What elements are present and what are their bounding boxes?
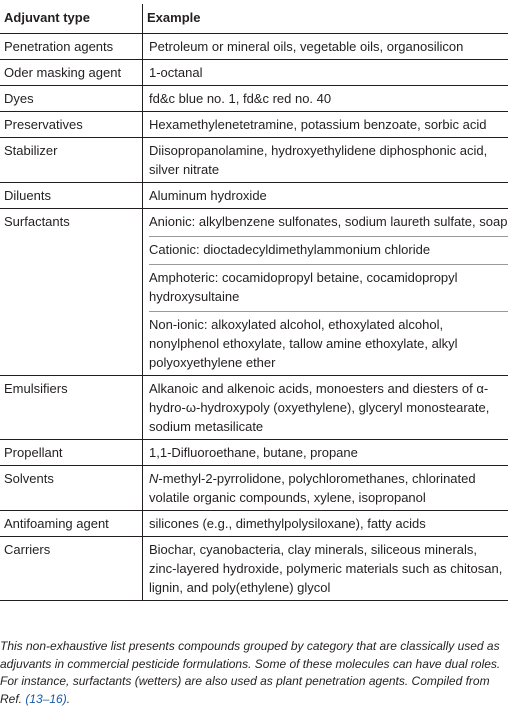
example-subrow: Cationic: dioctadecyldimethylammonium chloride xyxy=(149,237,508,265)
table-row xyxy=(0,183,508,209)
example-cell: Diisopropanolamine, hydroxyethylidene diphosphonic acid, silver nitrate xyxy=(143,138,508,183)
table-header-row xyxy=(0,4,508,34)
table-row xyxy=(0,86,508,112)
example-cell xyxy=(143,209,508,376)
table-row xyxy=(0,376,508,440)
example-cell: Petroleum or mineral oils, vegetable oils, organosilicon xyxy=(143,34,508,60)
footnote-end: . xyxy=(66,691,71,706)
adjuvant-type-cell: Solvents xyxy=(0,466,143,511)
adjuvant-type-cell: Surfactants xyxy=(0,209,143,376)
example-italic-prefix: N xyxy=(149,471,159,486)
adjuvant-type-cell: Penetration agents xyxy=(0,34,143,60)
table-body xyxy=(0,34,508,601)
adjuvant-type-cell: Carriers xyxy=(0,537,143,601)
example-cell: Biochar, cyanobacteria, clay minerals, siliceous minerals, zinc-layered hydroxide, polymeric materials such as chitosan, lignin, and poly(ethylene) glycol xyxy=(143,537,508,601)
header-example: Example xyxy=(143,4,508,34)
adjuvant-type-cell: Diluents xyxy=(0,183,143,209)
table-row xyxy=(0,112,508,138)
table-row xyxy=(0,466,508,511)
adjuvant-type-cell: Emulsifiers xyxy=(0,376,143,440)
table-row xyxy=(0,34,508,60)
adjuvant-type-cell: Dyes xyxy=(0,86,143,112)
table-row xyxy=(0,60,508,86)
example-cell: Hexamethylenetetramine, potassium benzoate, sorbic acid xyxy=(143,112,508,138)
table-row xyxy=(0,511,508,537)
adjuvant-type-cell: Propellant xyxy=(0,440,143,466)
example-cell: 1-octanal xyxy=(143,60,508,86)
example-subrow: Amphoteric: cocamidopropyl betaine, cocamidopropyl hydroxysultaine xyxy=(149,265,508,312)
example-cell: Alkanoic and alkenoic acids, monoesters and diesters of α-hydro-ω-hydroxypoly (oxyethylene), glyceryl monostearate, sodium metasilicate xyxy=(143,376,508,440)
example-cell: Aluminum hydroxide xyxy=(143,183,508,209)
adjuvant-type-cell: Stabilizer xyxy=(0,138,143,183)
example-cell xyxy=(143,466,508,511)
adjuvant-type-cell: Antifoaming agent xyxy=(0,511,143,537)
table-footnote xyxy=(0,638,502,708)
example-text: -methyl-2-pyrrolidone, polychloromethanes, chlorinated volatile organic compounds, xylene, isopropanol xyxy=(149,471,476,505)
table-row xyxy=(0,138,508,183)
adjuvant-table xyxy=(0,4,508,601)
example-cell: silicones (e.g., dimethylpolysiloxane), fatty acids xyxy=(143,511,508,537)
example-subrow: Non-ionic: alkoxylated alcohol, ethoxylated alcohol, nonylphenol ethoxylate, tallow amine ethoxylate, alkyl polyoxyethylene ether xyxy=(149,317,458,370)
example-subrow: Anionic: alkylbenzene sulfonates, sodium laureth sulfate, soap xyxy=(149,212,508,237)
header-adjuvant-type: Adjuvant type xyxy=(0,4,143,34)
footnote-text: This non-exhaustive list presents compounds grouped by category that are classically used as adjuvants in commercial pesticide formulations. Some of these molecules can have dual roles. For instance, surfactants (wetters) are also used as plant penetration agents. Compiled from Ref. xyxy=(0,639,501,706)
footnote-reference-link[interactable]: (13–16) xyxy=(25,691,67,706)
adjuvant-type-cell: Oder masking agent xyxy=(0,60,143,86)
table-row xyxy=(0,537,508,601)
table-row xyxy=(0,209,508,376)
example-cell: fd&c blue no. 1, fd&c red no. 40 xyxy=(143,86,508,112)
adjuvant-type-cell: Preservatives xyxy=(0,112,143,138)
table-row xyxy=(0,440,508,466)
example-cell: 1,1-Difluoroethane, butane, propane xyxy=(143,440,508,466)
